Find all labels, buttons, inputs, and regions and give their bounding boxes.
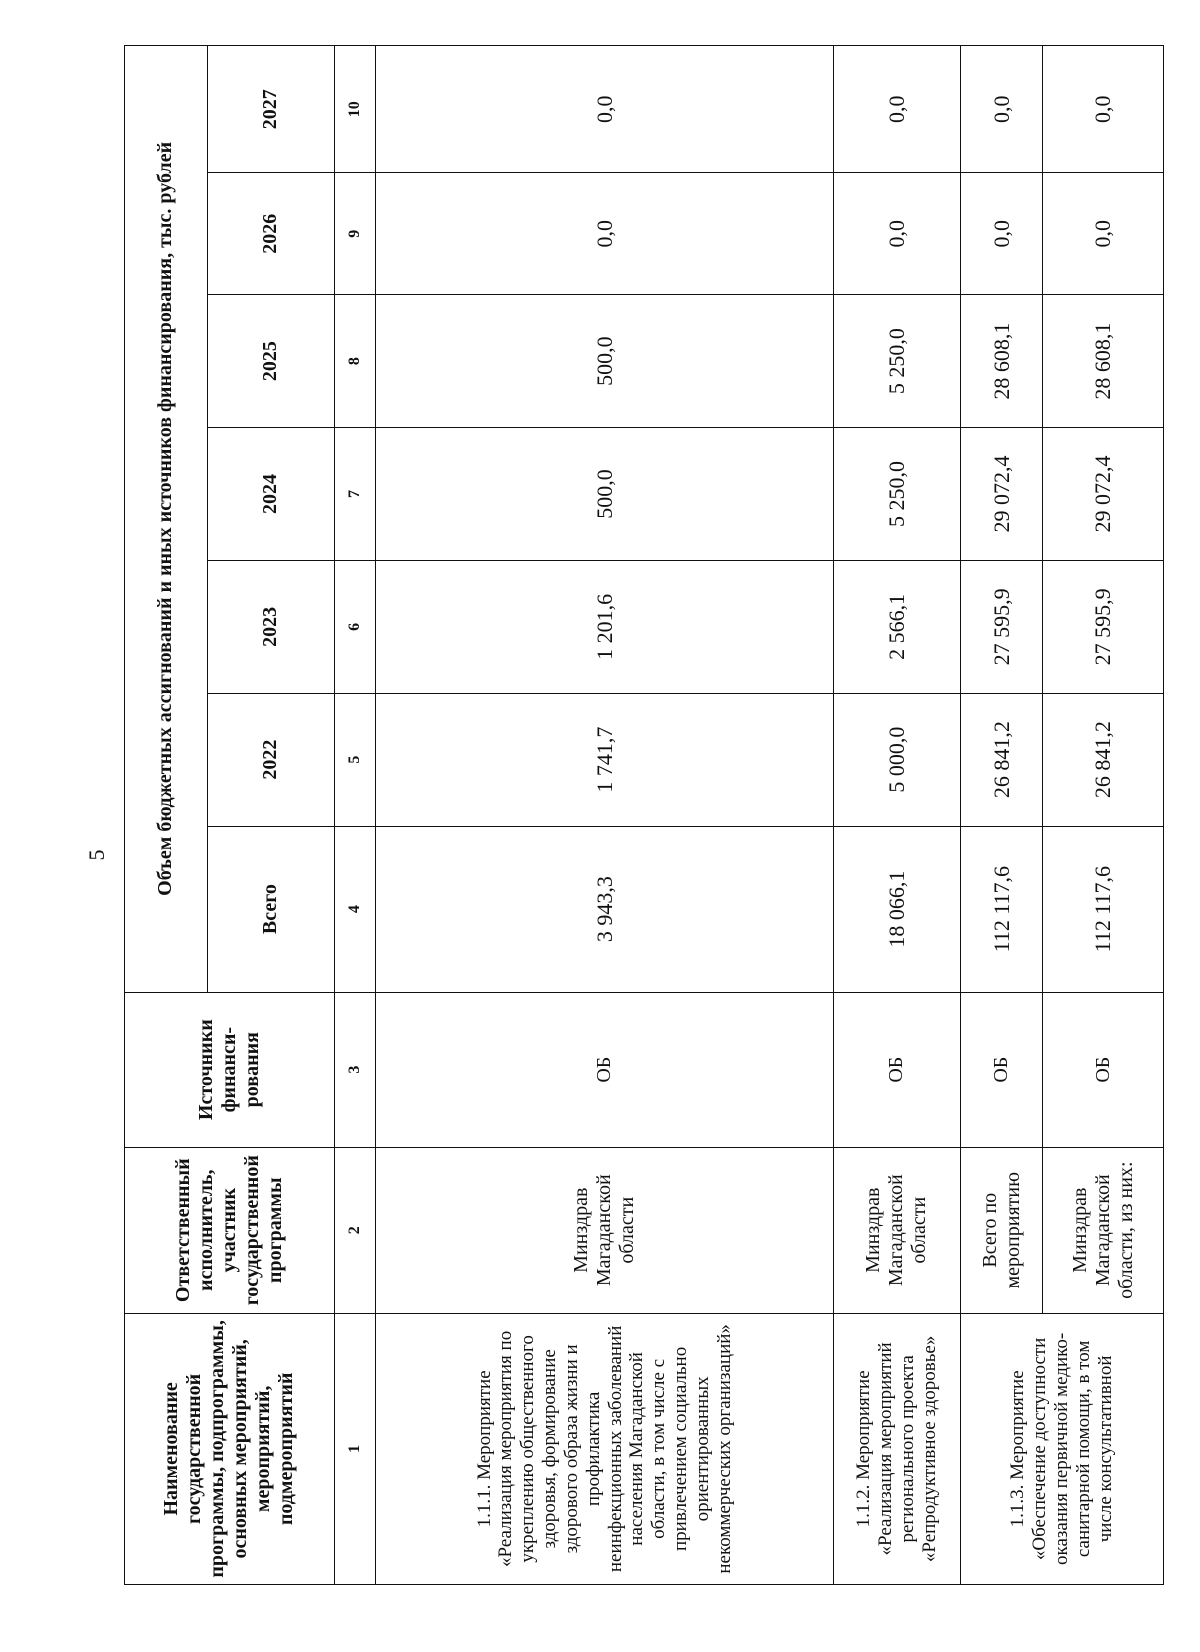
- column-number: 10: [334, 46, 376, 173]
- header-name: Наименование государственной программы, подпрограммы, основных мероприятий, мероприятий, подмероприятий: [125, 1313, 335, 1584]
- value-2024: 5 250,0: [833, 428, 960, 561]
- value-2025: 5 250,0: [833, 295, 960, 428]
- header-year: 2027: [207, 46, 334, 173]
- header-year: 2026: [207, 173, 334, 295]
- header-source: Источники финанси-рования: [125, 992, 335, 1147]
- value-2024: 500,0: [376, 428, 833, 561]
- column-number: 8: [334, 295, 376, 428]
- header-row-1: [125, 46, 208, 1585]
- column-number: 5: [334, 693, 376, 826]
- value-2023: 2 566,1: [833, 560, 960, 693]
- value-2027: 0,0: [1043, 46, 1164, 173]
- header-year: Всего: [207, 826, 334, 992]
- column-number: 1: [334, 1313, 376, 1584]
- funding-source: ОБ: [833, 992, 960, 1147]
- column-number: 6: [334, 560, 376, 693]
- value-2024: 29 072,4: [1043, 428, 1164, 561]
- value-2023: 27 595,9: [1043, 560, 1164, 693]
- header-year: 2025: [207, 295, 334, 428]
- value-2022: 5 000,0: [833, 693, 960, 826]
- activity-name: 1.1.3. Мероприятие «Обеспечение доступности оказания первичной медико-санитарной помощи, в том числе консультативной: [960, 1313, 1163, 1584]
- executor: Минздрав Магаданской области: [833, 1147, 960, 1313]
- column-number-row: [334, 46, 376, 1585]
- value-2023: 1 201,6: [376, 560, 833, 693]
- value-2027: 0,0: [960, 46, 1043, 173]
- rotated-table-wrapper: [124, 45, 1164, 1585]
- value-total: 112 117,6: [960, 826, 1043, 992]
- header-year: 2023: [207, 560, 334, 693]
- header-year: 2022: [207, 693, 334, 826]
- executor: Минздрав Магаданской области: [376, 1147, 833, 1313]
- value-2026: 0,0: [1043, 173, 1164, 295]
- activity-name: 1.1.2. Мероприятие «Реализация мероприятий регионального проекта «Репродуктивное здоровье»: [833, 1313, 960, 1584]
- value-2026: 0,0: [376, 173, 833, 295]
- funding-source: ОБ: [376, 992, 833, 1147]
- value-2024: 29 072,4: [960, 428, 1043, 561]
- value-total: 3 943,3: [376, 826, 833, 992]
- activity-name: 1.1.1. Мероприятие «Реализация мероприятия по укреплению общественного здоровья, формирование здорового образа жизни и профилактика неинфекционных заболеваний населения Магаданской области, в том числе с привлечением социально ориентированных некоммерческих организаций»: [376, 1313, 833, 1584]
- table-row: [960, 46, 1043, 1585]
- value-total: 18 066,1: [833, 826, 960, 992]
- column-number: 9: [334, 173, 376, 295]
- value-total: 112 117,6: [1043, 826, 1164, 992]
- header-funding-group: Объем бюджетных ассигнований и иных источников финансирования, тыс. рублей: [125, 46, 208, 993]
- page-number: 5: [84, 849, 109, 861]
- value-2022: 1 741,7: [376, 693, 833, 826]
- column-number: 4: [334, 826, 376, 992]
- table-row: [833, 46, 960, 1585]
- table-row: [376, 46, 833, 1585]
- value-2025: 28 608,1: [1043, 295, 1164, 428]
- executor: Всего по мероприятию: [960, 1147, 1043, 1313]
- value-2025: 28 608,1: [960, 295, 1043, 428]
- value-2027: 0,0: [833, 46, 960, 173]
- value-2023: 27 595,9: [960, 560, 1043, 693]
- value-2026: 0,0: [960, 173, 1043, 295]
- column-number: 2: [334, 1147, 376, 1313]
- executor: Минздрав Магаданской области, из них:: [1043, 1147, 1164, 1313]
- header-year: 2024: [207, 428, 334, 561]
- value-2026: 0,0: [833, 173, 960, 295]
- value-2027: 0,0: [376, 46, 833, 173]
- funding-source: ОБ: [960, 992, 1043, 1147]
- value-2022: 26 841,2: [960, 693, 1043, 826]
- value-2025: 500,0: [376, 295, 833, 428]
- column-number: 3: [334, 992, 376, 1147]
- funding-source: ОБ: [1043, 992, 1164, 1147]
- value-2022: 26 841,2: [1043, 693, 1164, 826]
- header-executor: Ответственный исполнитель, участник государственной программы: [125, 1147, 335, 1313]
- column-number: 7: [334, 428, 376, 561]
- funding-table: [124, 45, 1164, 1585]
